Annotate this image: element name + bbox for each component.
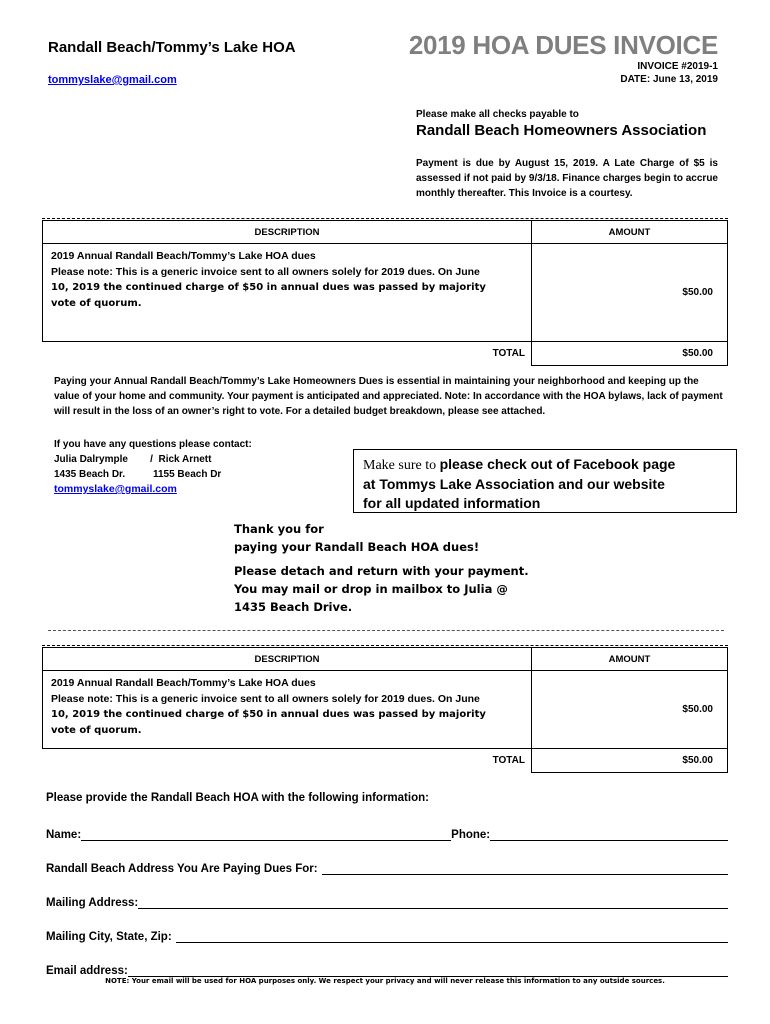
contact-addresses: 1435 Beach Dr. 1155 Beach Dr [54, 469, 222, 480]
email-row [46, 962, 728, 977]
table-top-rule [42, 218, 728, 219]
facebook-line-2: at Tommys Lake Association and our website [363, 476, 665, 492]
privacy-note: NOTE: Your email will be used for HOA purposes only. We respect your privacy and will never release this information to any outside sources. [105, 977, 665, 985]
note-line-2: 10, 2019 the continued charge of $50 in annual dues was passed by majority [51, 709, 486, 720]
address-row [46, 860, 728, 875]
thanks-line-2: paying your Randall Beach HOA dues! [234, 540, 480, 554]
name-phone-row [46, 826, 728, 841]
detach-line-1: Please detach and return with your payment. [234, 564, 529, 578]
address-field[interactable] [322, 860, 728, 875]
detach-cut-line [48, 630, 724, 631]
name-label: Name: [46, 829, 82, 841]
phone-label: Phone: [451, 829, 491, 841]
invoice-number: INVOICE #2019-1 [637, 61, 718, 72]
facebook-line-3: for all updated information [363, 495, 541, 511]
total-amount: $50.00 [532, 342, 728, 366]
header-email-link[interactable]: tommyslake@gmail.com [48, 74, 177, 86]
email-field[interactable] [128, 962, 728, 977]
city-label: Mailing City, State, Zip: [46, 931, 172, 943]
facebook-line-1: please check out of Facebook page [439, 456, 676, 472]
invoice-date: DATE: June 13, 2019 [620, 74, 718, 85]
note-line-3: vote of quorum. [51, 298, 142, 309]
form-heading: Please provide the Randall Beach HOA with the following information: [46, 792, 429, 804]
name-field[interactable] [81, 826, 451, 841]
invoice-title: 2019 HOA DUES INVOICE [408, 30, 718, 60]
detach-line-3: 1435 Beach Drive. [234, 600, 353, 614]
note-line: Please note: This is a generic invoice sent to all owners solely for 2019 dues. On June [51, 693, 480, 705]
info-paragraph: Paying your Annual Randall Beach/Tommy’s Lake Homeowners Dues is essential in maintaining your neighborhood and keeping up the value of your home and community. Your payment is anticipated and appreciated. Note: In accordance with the HOA bylaws, lack of payment will result in the loss of an owner’s right to vote. For a detailed budget breakdown, please see attached. [54, 376, 723, 417]
total-label: TOTAL [43, 749, 532, 773]
phone-field[interactable] [490, 826, 728, 841]
thanks-block [234, 520, 479, 556]
city-field[interactable] [176, 928, 728, 943]
facebook-lead: Make sure to [363, 458, 440, 473]
payable-intro: Please make all checks payable to [416, 109, 579, 120]
invoice-table [42, 220, 728, 366]
description-header: DESCRIPTION [43, 648, 532, 671]
total-amount: $50.00 [532, 749, 728, 773]
invoice-table-stub [42, 647, 728, 773]
email-label: Email address: [46, 965, 128, 977]
payee-name: Randall Beach Homeowners Association [416, 122, 707, 139]
invoice-meta [620, 60, 718, 86]
contact-block [54, 437, 252, 497]
contact-heading: If you have any questions please contact: [54, 439, 252, 450]
contact-email-link[interactable]: tommyslake@gmail.com [54, 483, 177, 495]
description-header: DESCRIPTION [43, 221, 532, 244]
mailing-row [46, 894, 728, 909]
detach-line-2: You may mail or drop in mailbox to Julia @ [234, 582, 508, 596]
dues-line: 2019 Annual Randall Beach/Tommy’s Lake HOA dues [51, 677, 316, 689]
description-cell [43, 671, 532, 749]
amount-cell: $50.00 [532, 244, 728, 342]
address-label: Randall Beach Address You Are Paying Dues For: [46, 863, 318, 875]
amount-header: AMOUNT [532, 648, 728, 671]
dues-line: 2019 Annual Randall Beach/Tommy’s Lake HOA dues [51, 250, 316, 262]
amount-cell: $50.00 [532, 671, 728, 749]
note-line-3: vote of quorum. [51, 725, 142, 736]
description-cell [43, 244, 532, 342]
detach-block [234, 562, 529, 616]
mailing-label: Mailing Address: [46, 897, 139, 909]
mailing-field[interactable] [138, 894, 728, 909]
amount-header: AMOUNT [532, 221, 728, 244]
facebook-notice-box [353, 449, 737, 513]
table-top-rule-2 [42, 645, 728, 646]
note-line: Please note: This is a generic invoice sent to all owners solely for 2019 dues. On June [51, 266, 480, 278]
organization-name: Randall Beach/Tommy’s Lake HOA [48, 39, 296, 56]
payment-terms: Payment is due by August 15, 2019. A Late Charge of $5 is assessed if not paid by 9/3/18. Finance charges begin to accrue monthly thereafter. This Invoice is a courtesy. [416, 158, 718, 199]
thanks-line-1: Thank you for [234, 522, 324, 536]
city-row [46, 928, 728, 943]
total-label: TOTAL [43, 342, 532, 366]
contact-names: Julia Dalrymple / Rick Arnett [54, 454, 212, 465]
note-line-2: 10, 2019 the continued charge of $50 in annual dues was passed by majority [51, 282, 486, 293]
